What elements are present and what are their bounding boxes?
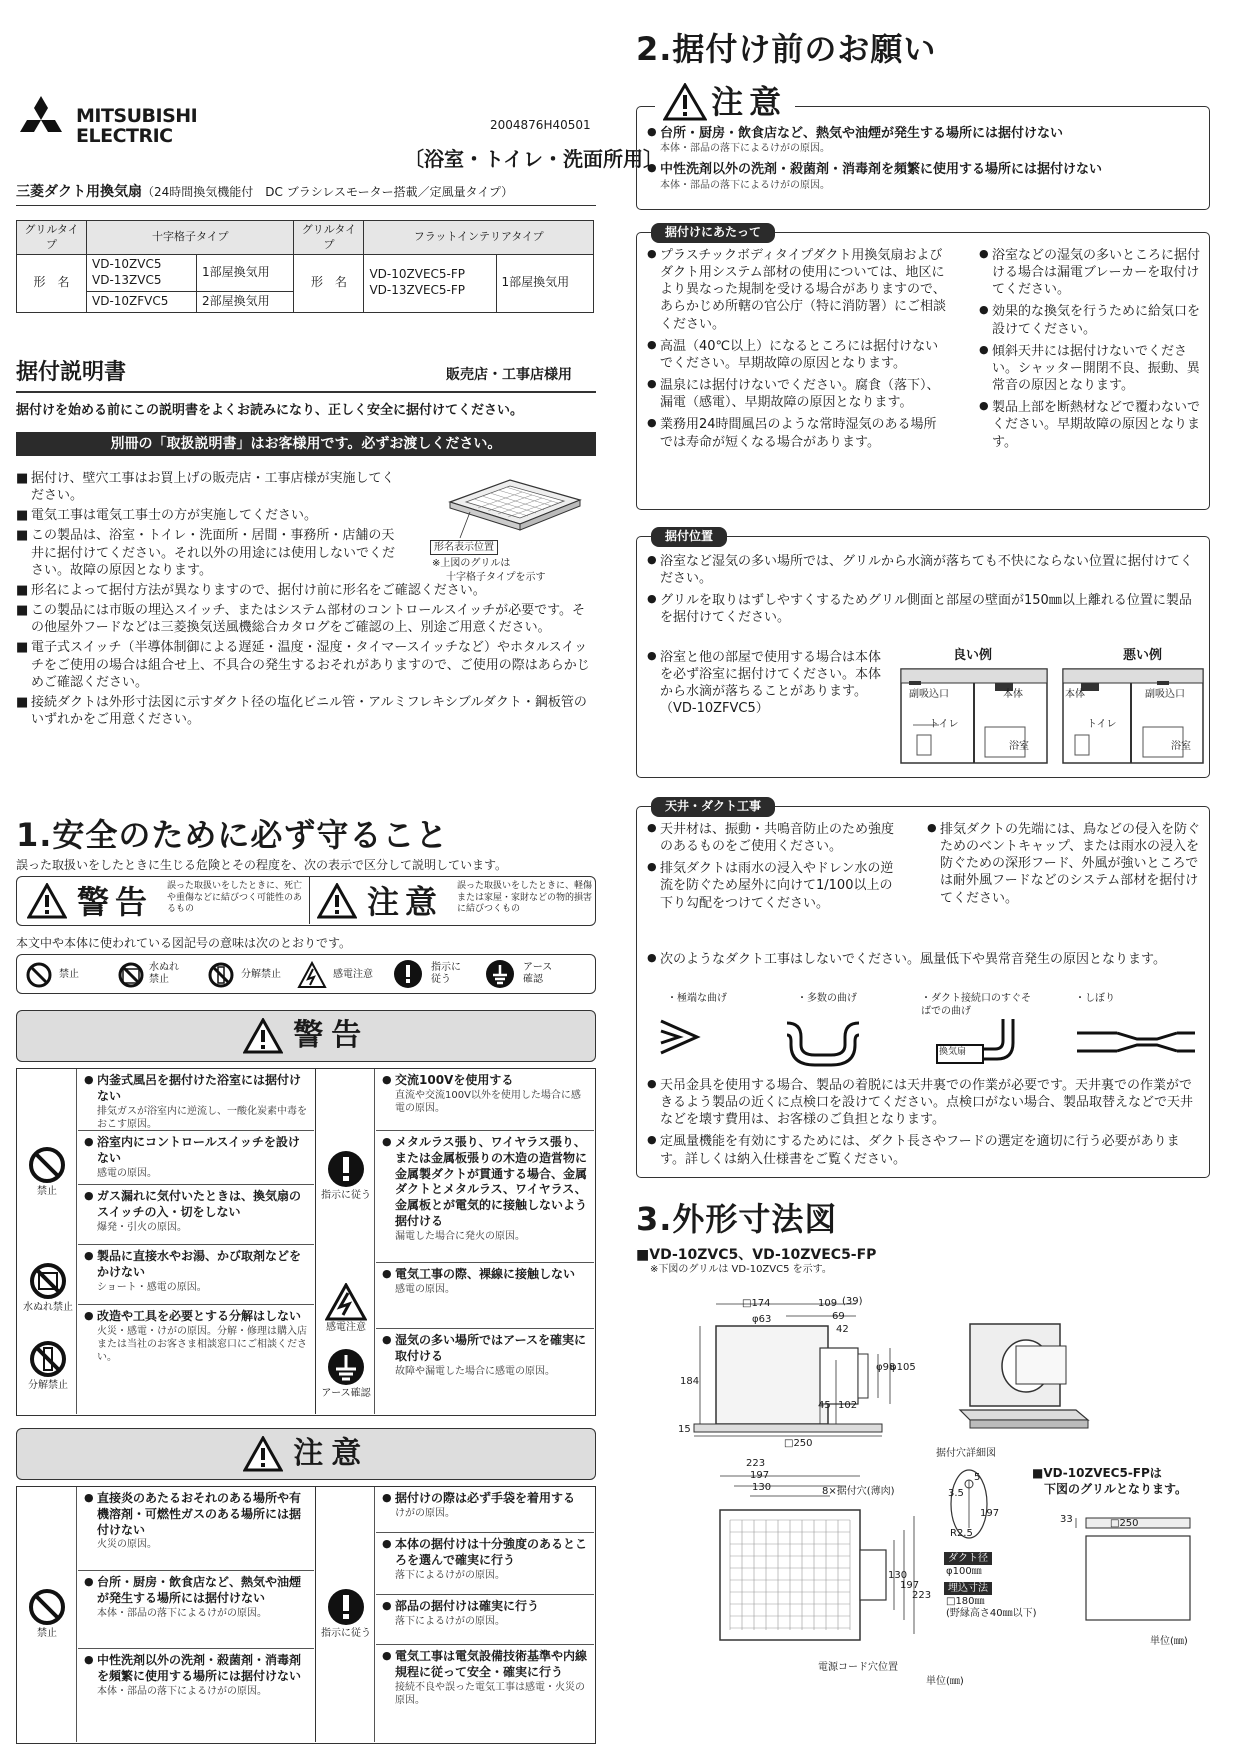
embed-tag: 埋込寸法: [944, 1582, 992, 1595]
caution-item-text: ● 台所・厨房・飲食店など、熱気や油煙が発生する場所には据付けない: [84, 1575, 308, 1607]
prep-left: [647, 247, 947, 456]
duct-item: ● 天吊金具を使用する場合、製品の着脱には天井裏での作業が必要です。天井裏での作業ができるよう製品の近くに点検口を設けてください。点検口がない場合、製品取替えなどで天井などを壊す費用は、お客様のご負担となります。: [647, 1077, 1203, 1128]
position-item: ● 浴室など湿気の多い場所では、グリルから水滴が落ちても不快にならない位置に据付けてください。: [647, 553, 1203, 587]
section2-caution-note: 本体・部品の落下によるけがの原因。: [660, 143, 830, 155]
manual-item: ■ この製品には市販の埋込スイッチ、またはシステム部材のコントロールスイッチが必要です。その他屋外フードなどは三菱換気送風機総合カタログをご確認の上、別途ご用意ください。: [16, 602, 596, 636]
prep-item: ● 傾斜天井には据付けないでください。シャッター開閉不良、振動、異常音の原因となります。: [979, 343, 1203, 394]
hole-dim: 197: [980, 1508, 1000, 1519]
dim-label: φ63: [752, 1314, 772, 1325]
embed-note: (野縁高さ40㎜以下): [946, 1608, 1037, 1619]
symbol-label: 感電注意: [333, 969, 373, 980]
warning-item-note: ショート・感電の原因。: [97, 1281, 207, 1293]
bend-illustrations: [657, 1013, 1197, 1067]
spec-model-b1: VD-10ZVEC5-FP: [369, 267, 466, 282]
caution-instruction-icon: [321, 1587, 371, 1640]
warning-item-text: ● 交流100Vを使用する: [382, 1073, 588, 1089]
warning-item-text: ● 製品に直接水やお湯、かび取剤などをかけない: [84, 1249, 308, 1281]
warning-item: [376, 1131, 594, 1263]
warning-banner-icon: [243, 1018, 283, 1054]
section2-position-box: [636, 529, 1210, 778]
product-title-row: [16, 183, 513, 201]
spec-model-label-a: 形 名: [17, 255, 87, 312]
warning-item-text: ● 湿気の多い場所ではアースを確実に取付ける: [382, 1333, 588, 1365]
plan-dim: 130: [888, 1570, 908, 1581]
hole-dim: R2.5: [950, 1528, 973, 1539]
spec-model-a12: [87, 255, 197, 292]
section2-caution-box: [636, 83, 1210, 210]
dim-label: 184: [680, 1376, 700, 1387]
duct-right: [927, 821, 1203, 912]
title-rule: [16, 205, 596, 206]
dim-label: φ105: [890, 1362, 916, 1373]
duct-label: 天井・ダクト工事: [651, 797, 775, 817]
caution-item: [376, 1487, 594, 1533]
hole-dim: 5: [974, 1472, 981, 1483]
prep-item: ● 浴室などの湿気の多いところに据付ける場合は漏電ブレーカーを取付けてください。: [979, 247, 1203, 298]
prep-item: ● 製品上部を断熱材などで覆わないでください。早期故障の原因となります。: [979, 399, 1203, 450]
manual-item: ■ 電気工事は電気工事士の方が実施してください。: [16, 507, 396, 524]
manual-item: ■ 形名によって据付方法が異なりますので、据付け前に形名をご確認ください。: [16, 582, 596, 599]
warning-item-note: 感電の原因。: [395, 1283, 455, 1295]
fp-dim: □250: [1110, 1518, 1139, 1529]
dim-label: (39): [842, 1296, 863, 1307]
spec-model-a3: VD-10ZFVC5: [87, 291, 197, 312]
prohibit-icon: [25, 961, 53, 989]
warning-right-items: [376, 1069, 594, 1413]
duct-left: [647, 821, 897, 917]
warning-word: 警告: [77, 883, 154, 921]
fp-note-line1: ■VD-10ZVEC5-FPは: [1032, 1466, 1162, 1480]
warning-item-text: ● 電気工事の際、裸線に接触しない: [382, 1267, 588, 1283]
spec-table: [16, 220, 594, 313]
plan-dim: 8×据付穴(薄肉): [822, 1486, 895, 1497]
product-3d-view: [956, 1310, 1096, 1440]
bad-example-label: 悪い例: [1123, 648, 1163, 663]
grill-illustration: [430, 472, 590, 544]
caution-item-note: 火災の原因。: [97, 1539, 157, 1551]
symbol-label: 指示に従う: [431, 962, 461, 985]
duct-more: [647, 1077, 1203, 1173]
warning-item-text: ● 内釜式風呂を据付けた浴室には据付けない: [84, 1073, 308, 1105]
warning-item: [78, 1069, 314, 1131]
position-item: ● グリルを取りはずしやすくするためグリル側面と部屋の壁面が150㎜以上離れる位置に製品を据付けてください。: [647, 592, 1203, 626]
fig-inlet-good: 副吸込口: [909, 689, 949, 700]
icon-caption: 禁止: [37, 1628, 57, 1639]
section1-title: 1.安全のために必ず守ること: [16, 816, 449, 854]
caution-left-items: [78, 1487, 314, 1742]
no-water-icon: [117, 961, 145, 989]
signal-divider: [309, 877, 310, 924]
fig-body-good: 本体: [1003, 689, 1023, 700]
symbol-label: 水ぬれ禁止: [149, 962, 179, 985]
dim-label: φ98: [876, 1362, 896, 1373]
bend-label: ・多数の曲げ: [797, 993, 857, 1004]
icon-caption: アース確認: [321, 1388, 371, 1399]
fig-bath-good: 浴室: [1009, 741, 1029, 752]
icon-caption: 感電注意: [326, 1322, 366, 1333]
caution-banner-title: 注意: [293, 1436, 370, 1471]
caution-item: [376, 1595, 594, 1645]
fig-toilet-bad: トイレ: [1087, 719, 1117, 730]
duct-item: ● 排気ダクトの先端には、鳥などの侵入を防ぐためのベントキャップ、または雨水の浸入を防ぐための深形フード、外風が強いところでは耐外風フードなどのシステム部材を据付けてください。: [927, 821, 1203, 907]
unit-label: 単位(㎜): [926, 1676, 964, 1687]
section2-caution-text: ● 中性洗剤以外の洗剤・殺菌剤・消毒剤を頻繁に使用する場所には据付けない: [647, 161, 1203, 178]
caution-desc: 誤った取扱いをしたときに、軽傷または家屋・家財などの物的損害に結びつくもの: [457, 881, 593, 915]
position-item: ● 浴室と他の部屋で使用する場合は本体を必ず浴室に据付けてください。本体から水滴が落ちることがあります。（VD-10ZFVC5）: [647, 649, 887, 718]
dim-label: 69: [832, 1311, 845, 1322]
caution-right-items: [376, 1487, 594, 1742]
section3-model-note: ※下図のグリルは VD-10ZVC5 を示す。: [650, 1264, 832, 1275]
dim-label: 42: [836, 1324, 849, 1335]
caution-item-text: ● 電気工事は電気設備技術基準や内線規程に従って安全・確実に行う: [382, 1649, 588, 1681]
symbol-label: 分解禁止: [241, 969, 281, 980]
warning-ground-icon: [321, 1347, 371, 1400]
manual-item: ■ 据付け、壁穴工事はお買上げの販売店・工事店様が実施してください。: [16, 470, 396, 504]
caution-item-text: ● 本体の据付けは十分強度のあるところを選んで確実に行う: [382, 1537, 588, 1569]
prep-label: 据付けにあたって: [651, 223, 775, 243]
caution-item: [376, 1533, 594, 1595]
warning-table: [16, 1068, 596, 1416]
icon-caption: 分解禁止: [28, 1380, 68, 1391]
caution-banner: [16, 1428, 596, 1480]
duct-dia-tag: ダクト径: [944, 1552, 992, 1565]
caution-item-note: 落下によるけがの原因。: [395, 1569, 505, 1581]
brand-line2: ELECTRIC: [76, 125, 173, 147]
spec-use-a2: 2部屋換気用: [197, 291, 294, 312]
warning-item: [78, 1131, 314, 1185]
usage-label: 〔浴室・トイレ・洗面所用〕: [404, 147, 663, 171]
section2-prep-box: [636, 225, 1210, 510]
manual-item: ■ この製品は、浴室・トイレ・洗面所・居間・事務所・店舗の天井に据付けてください。それ以外の用途には使用しないでください。故障の原因となります。: [16, 527, 396, 578]
warning-item-note: 漏電した場合に発火の原因。: [395, 1230, 525, 1242]
electric-shock-icon: [297, 961, 327, 989]
caution-triangle-icon: [317, 883, 357, 919]
no-disassembly-icon: [207, 961, 235, 989]
mitsubishi-logo: [16, 94, 66, 144]
prep-item: ● プラスチックボディタイプダクト用換気扇およびダクト用システム部材の使用については、地区により異なった規制を受ける場合がありますので、あらかじめ所轄の官公庁（特に消防署）にご相談ください。: [647, 247, 947, 333]
warning-prohibit-icon: [27, 1145, 67, 1198]
caution-banner-icon: [243, 1436, 283, 1472]
icon-caption: 禁止: [37, 1186, 57, 1197]
warning-shock-icon: [321, 1283, 371, 1334]
fp-dim: 33: [1060, 1514, 1073, 1525]
caution-item-note: 本体・部品の落下によるけがの原因。: [97, 1607, 267, 1619]
prep-item: ● 温泉には据付けないでください。腐食（落下）、漏電（感電）、早期故障の原因となります。: [647, 377, 947, 411]
warning-item-text: ● メタルラス張り、ワイヤラス張り、または金属板張りの木造の造営物に金属製ダクトが貫通する場合、金属ダクトとメタルラス、ワイヤラス、金属板とが電気的に接触しないよう据付ける: [382, 1135, 588, 1230]
caution-item-text: ● 部品の据付けは確実に行う: [382, 1599, 588, 1615]
warning-item: [78, 1245, 314, 1305]
dim-label: □174: [742, 1298, 771, 1309]
position-items: [647, 553, 1203, 632]
bend-label: ・しぼり: [1075, 993, 1115, 1004]
doc-code: 2004876H40501: [490, 118, 591, 132]
warning-item-text: ● 浴室内にコントロールスイッチを設けない: [84, 1135, 308, 1167]
fp-unit: 単位(㎜): [1150, 1636, 1188, 1647]
section2-caution-note: 本体・部品の落下によるけがの原因。: [660, 179, 830, 191]
prep-right: [979, 247, 1203, 456]
plan-dim: 197: [750, 1470, 770, 1481]
hole-dim: 3.5: [948, 1488, 964, 1499]
spec-header-grill-a: グリルタイプ: [17, 221, 87, 255]
warning-banner: [16, 1010, 596, 1062]
product-title: 三菱ダクト用換気扇: [16, 184, 142, 200]
manual-item: ■ 接続ダクトは外形寸法図に示すダクト径の塩化ビニル管・アルミフレキシブルダクト・鋼板管のいずれかをご用意ください。: [16, 694, 596, 728]
manual-title: 据付説明書: [16, 360, 127, 385]
section2-caution-items: [647, 125, 1203, 192]
section3-title: 3.外形寸法図: [636, 1200, 838, 1238]
duct-bad-note: ● 次のようなダクト工事はしないでください。風量低下や異常音発生の原因となります。: [647, 951, 1203, 968]
icon-caption: 水ぬれ禁止: [23, 1302, 73, 1313]
spec-use-b1: 1部屋換気用: [496, 255, 593, 312]
product-sub: （24時間換気機能付 DC ブラシレスモーター搭載／定風量タイプ）: [142, 185, 514, 199]
caution-item-text: ● 据付けの際は必ず手袋を着用する: [382, 1491, 588, 1507]
symbol-label: アース確認: [523, 962, 553, 985]
plan-dim: 197: [900, 1580, 920, 1591]
symbols-legend: [16, 954, 596, 994]
caution-table: [16, 1486, 596, 1744]
dim-label: 15: [678, 1424, 691, 1435]
section2-caution-header: [655, 81, 795, 123]
warning-item-note: 直流や交流100V以外を使用した場合に感電の原因。: [395, 1089, 581, 1115]
caution-item-text: ● 直接炎のあたるおそれのある場所や有機溶剤・可燃性ガスのある場所には据付けない: [84, 1491, 308, 1538]
dim-label: □250: [784, 1438, 813, 1449]
section2-caution-word: 注意: [711, 83, 788, 121]
warning-left-items: [78, 1069, 314, 1414]
caution-item: [376, 1645, 594, 1742]
caution-item-note: 落下によるけがの原因。: [395, 1615, 505, 1627]
spec-header-type-a: 十字格子タイプ: [87, 221, 294, 255]
warning-item: [78, 1185, 314, 1245]
caution-item: [78, 1571, 314, 1649]
section1-intro: 誤った取扱いをしたときに生じる危険とその程度を、次の表示で区分して説明しています。: [16, 858, 508, 872]
duct-dia-value: φ100㎜: [946, 1566, 982, 1577]
duct-item: ● 天井材は、振動・共鳴音防止のため強度のあるものをご使用ください。: [647, 821, 897, 855]
warning-item-text: ● ガス漏れに気付いたときは、換気扇のスイッチの入・切をしない: [84, 1189, 308, 1221]
dim-label: 102: [838, 1400, 858, 1411]
caution-item: [78, 1487, 314, 1571]
position-label: 据付位置: [651, 527, 727, 547]
ground-icon: [485, 959, 515, 989]
warning-item-text: ● 改造や工具を必要とする分解はしない: [84, 1309, 308, 1325]
manual-lead: 据付けを始める前にこの説明書をよくお読みになり、正しく安全に据付けてください。: [16, 403, 524, 418]
caution-item-note: 本体・部品の落下によるけがの原因。: [97, 1685, 267, 1697]
brand-line1: MITSUBISHI: [76, 105, 198, 127]
spec-header-type-b: フラットインテリアタイプ: [364, 221, 594, 255]
warning-item: [78, 1305, 314, 1414]
warning-item-note: 爆発・引火の原因。: [97, 1221, 187, 1233]
section2-duct-box: [636, 799, 1210, 1178]
warning-item: [376, 1263, 594, 1329]
spec-model-a2: VD-13ZVC5: [92, 272, 162, 287]
manual-audience: 販売店・工事店様用: [446, 367, 572, 383]
plan-dim: 130: [752, 1482, 772, 1493]
symbols-intro: 本文中や本体に使われている図記号の意味は次のとおりです。: [16, 936, 352, 950]
section2-caution-icon: [663, 83, 707, 121]
section3-model-line: ■VD-10ZVC5、VD-10ZVEC5-FP: [636, 1247, 877, 1263]
warning-banner-title: 警告: [293, 1018, 370, 1053]
warning-item-note: 火災・感電・けがの原因。分解・修理は購入店または当社のお客さま相談窓口にご相談ください。: [97, 1325, 307, 1364]
signal-word-panel: [16, 876, 596, 926]
caution-word: 注意: [367, 883, 444, 921]
spec-model-b: [364, 255, 496, 312]
caution-item-text: ● 中性洗剤以外の洗剤・殺菌剤・消毒剤を頻繁に使用する場所には据付けない: [84, 1653, 308, 1685]
symbol-label: 禁止: [59, 969, 79, 980]
bend-fan-tag: 換気扇: [939, 1047, 967, 1057]
embed-size: □180㎜: [946, 1596, 985, 1607]
prep-item: ● 業務用24時間風呂のような常時湿気のある場所では寿命が短くなる場合があります。: [647, 416, 947, 450]
warning-triangle-icon: [27, 883, 67, 919]
fig-bath-bad: 浴室: [1171, 741, 1191, 752]
bend-label: ・極端な曲げ: [667, 993, 727, 1004]
fig-body-bad: 本体: [1065, 689, 1085, 700]
section2-caution-text: ● 台所・厨房・飲食店など、熱気や油煙が発生する場所には据付けない: [647, 125, 1203, 142]
label-note1: ※上図のグリルは: [432, 558, 511, 569]
caution-item: [78, 1649, 314, 1742]
warning-item: [376, 1329, 594, 1413]
hole-detail-title: 据付穴詳細図: [936, 1448, 996, 1459]
warning-no-water-icon: [23, 1261, 73, 1314]
duct-item: ● 排気ダクトは雨水の浸入やドレン水の逆流を防ぐため屋外に向けて1/100以上の下り勾配をつけてください。: [647, 860, 897, 911]
fig-toilet-good: トイレ: [929, 719, 959, 730]
fig-inlet-bad: 副吸込口: [1145, 689, 1185, 700]
plan-drawing: [700, 1470, 930, 1650]
caution-prohibit-icon: [27, 1587, 67, 1640]
spec-header-grill-b: グリルタイプ: [294, 221, 364, 255]
warning-desc: 誤った取扱いをしたときに、死亡や重傷などに結びつく可能性のあるもの: [167, 881, 303, 915]
manual-item: ■ 電子式スイッチ（半導体制御による遅延・温度・湿度・タイマースイッチなど）やホタルスイッチをご使用の場合は組合せ上、不具合の発生するおそれがありますので、ご使用の際はあらかじめご確認ください。: [16, 639, 596, 690]
spec-model-a1: VD-10ZVC5: [92, 257, 162, 272]
plan-dim: 223: [746, 1458, 766, 1469]
spec-model-label-b: 形 名: [294, 255, 364, 312]
label-note2: 十字格子タイプを示す: [446, 572, 546, 583]
warning-item-note: 故障や漏電した場合に感電の原因。: [395, 1365, 555, 1377]
prep-item: ● 高温（40℃以上）になるところには据付けないでください。早期故障の原因となります。: [647, 338, 947, 372]
bend-label: ・ダクト接続口のすぐそばでの曲げ: [921, 993, 1031, 1017]
plan-dim: 223: [912, 1590, 932, 1601]
warning-item-note: 排気ガスが浴室内に逆流し、一酸化炭素中毒をおこす原因。: [97, 1105, 307, 1130]
label-position-tag: 形名表示位置: [430, 540, 498, 555]
warning-instruction-icon: [321, 1149, 371, 1202]
prep-item: ● 効果的な換気を行うために給気口を設けてください。: [979, 303, 1203, 337]
spec-model-b2: VD-13ZVEC5-FP: [369, 283, 466, 298]
cord-label: 電源コード穴位置: [818, 1662, 898, 1673]
dim-label: 109: [818, 1298, 838, 1309]
spec-use-a1: 1部屋換気用: [197, 255, 294, 292]
caution-item-note: 接続不良や誤った電気工事は感電・火災の原因。: [395, 1681, 585, 1706]
duct-item: ● 定風量機能を有効にするためには、ダクト長さやフードの選定を適切に行う必要があります。詳しくは納入仕様書をご覧ください。: [647, 1133, 1203, 1167]
section2-title: 2.据付け前のお願い: [636, 30, 937, 68]
manual-banner: 別冊の「取扱説明書」はお客様用です。必ずお渡しください。: [16, 432, 596, 456]
fp-note-line2: 下図のグリルとなります。: [1044, 1482, 1188, 1496]
warning-item-note: 感電の原因。: [97, 1167, 157, 1179]
instruction-icon: [393, 959, 423, 989]
icon-caption: 指示に従う: [321, 1628, 371, 1639]
manual-rule: [16, 391, 596, 393]
icon-caption: 指示に従う: [321, 1190, 371, 1201]
caution-item-note: けがの原因。: [395, 1507, 455, 1519]
warning-item: [376, 1069, 594, 1131]
dim-label: 45: [818, 1400, 831, 1411]
good-example-label: 良い例: [953, 648, 993, 663]
warning-no-disassembly-icon: [23, 1339, 73, 1392]
